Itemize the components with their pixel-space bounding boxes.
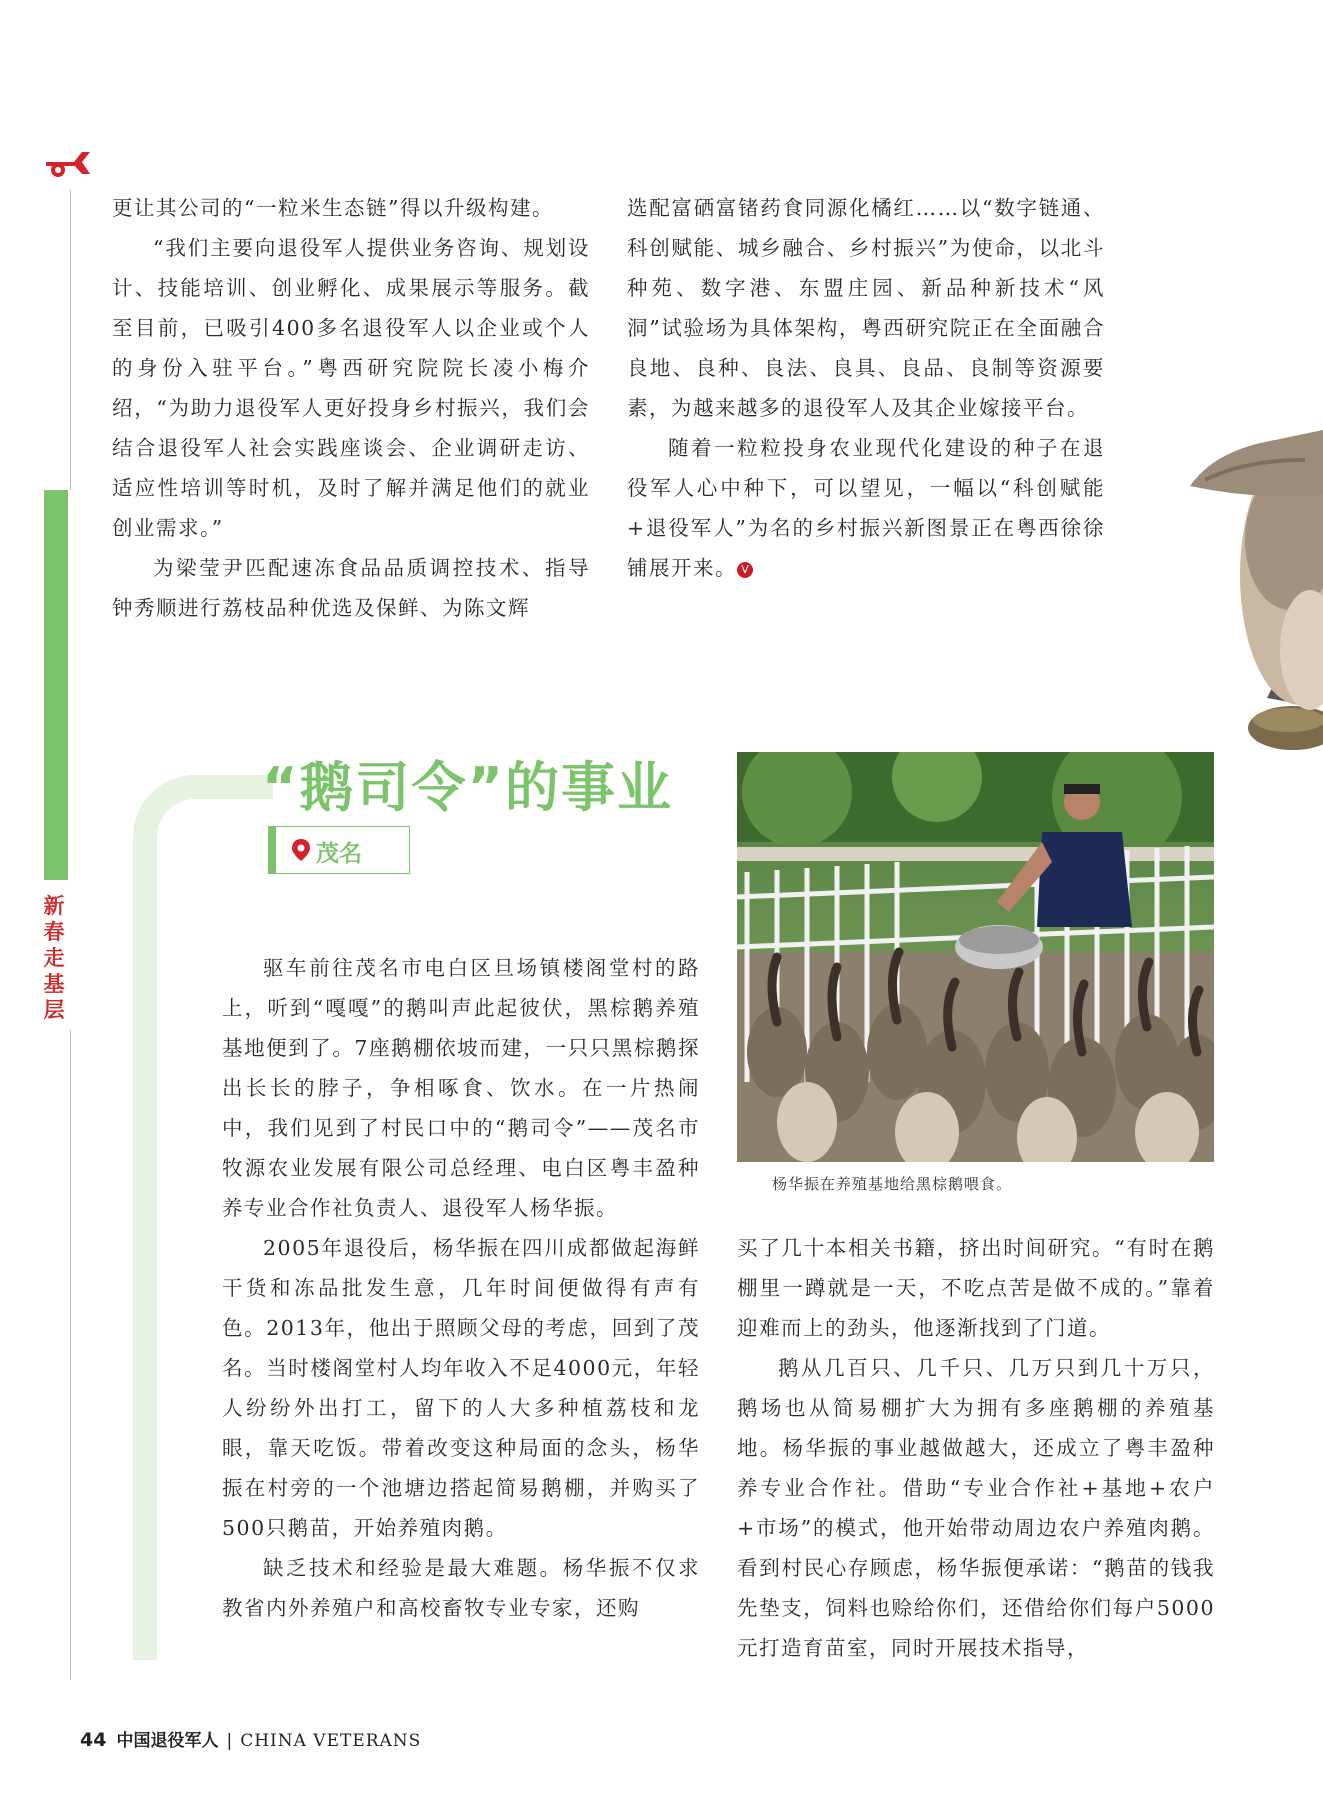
feature-column-left bbox=[222, 948, 700, 1628]
feature-photo bbox=[737, 752, 1214, 1162]
article-column-top-left bbox=[112, 188, 590, 628]
magazine-name-cn: 中国退役军人 bbox=[116, 1731, 219, 1751]
goose-figurine-image bbox=[1185, 420, 1323, 760]
paragraph: 2005年退役后，杨华振在四川成都做起海鲜干货和冻品批发生意，几年时间便做得有声有色。2013年，他出于照顾父母的考虑，回到了茂名。当时楼阁堂村人均年收入不足4000元，年轻人纷纷外出打工，留下的人大多种植荔枝和龙眼，靠天吃饭。带着改变这种局面的念头，杨华振在村旁的一个池塘边搭起简易鹅棚，并购买了500只鹅苗，开始养殖肉鹅。 bbox=[222, 1236, 700, 1540]
paragraph: 为梁莹尹匹配速冻食品品质调控技术、指导钟秀顺进行荔枝品种优选及保鲜、为陈文辉 bbox=[112, 556, 590, 620]
section-label: 新春走基层 bbox=[43, 894, 65, 1022]
paragraph-last bbox=[627, 428, 1105, 588]
location-pin-icon bbox=[290, 838, 312, 862]
margin-rule-top bbox=[70, 190, 71, 490]
paragraph: 买了几十本相关书籍，挤出时间研究。“有时在鹅棚里一蹲就是一天，不吃点苦是做不成的。”靠着迎难而上的劲头，他逐渐找到了门道。 bbox=[737, 1236, 1215, 1340]
location-name: 茂名 bbox=[316, 841, 362, 867]
end-mark-icon: V bbox=[737, 562, 753, 578]
feature-column-right bbox=[737, 1228, 1215, 1668]
article-title: “鹅司令”的事业 bbox=[262, 756, 673, 819]
article-column-top-right bbox=[627, 188, 1105, 588]
paragraph: 鹅从几百只、几千只、几万只到几十万只，鹅场也从简易棚扩大为拥有多座鹅棚的养殖基地。杨华振的事业越做越大，还成立了粤丰盈种养专业合作社。借助“专业合作社+基地+农户+市场”的模式，他开始带动周边农户养殖肉鹅。看到村民心存顾虑，杨华振便承诺：“鹅苗的钱我先垫支，饲料也赊给你们，还借给你们每户5000元打造育苗室，同时开展技术指导， bbox=[737, 1356, 1215, 1660]
footer-separator: | bbox=[226, 1731, 233, 1751]
photo-caption: 杨华振在养殖基地给黑棕鹅喂食。 bbox=[772, 1175, 1013, 1193]
location-tag bbox=[268, 826, 410, 874]
section-color-bar bbox=[44, 490, 68, 880]
paragraph: “我们主要向退役军人提供业务咨询、规划设计、技能培训、创业孵化、成果展示等服务。截至目前，已吸引400多名退役军人以企业或个人的身份入驻平台。”粤西研究院院长凌小梅介绍，“为助力退役军人更好投身乡村振兴，我们会结合退役军人社会实践座谈会、企业调研走访、适应性培训等时机，及时了解并满足他们的就业创业需求。” bbox=[112, 236, 590, 540]
paragraph: 更让其公司的“一粒米生态链”得以升级构建。 bbox=[112, 196, 554, 220]
paragraph: 选配富硒富锗药食同源化橘红……以“数字链通、科创赋能、城乡融合、乡村振兴”为使命，以北斗种苑、数字港、东盟庄园、新品种新技术“风洞”试验场为具体架构，粤西研究院正在全面融合良地、良种、良法、良具、良品、良制等资源要素，为越来越多的退役军人及其企业嫁接平台。 bbox=[627, 196, 1105, 420]
paragraph: 缺乏技术和经验是最大难题。杨华振不仅求教省内外养殖户和高校畜牧专业专家，还购 bbox=[222, 1556, 700, 1620]
paragraph-text: 随着一粒粒投身农业现代化建设的种子在退役军人心中种下，可以望见，一幅以“科创赋能+退役军人”为名的乡村振兴新图景正在粤西徐徐铺展开来。 bbox=[627, 436, 1105, 580]
page-number: 44 bbox=[80, 1729, 107, 1751]
margin-rule-bottom bbox=[70, 1030, 71, 1680]
magazine-name-en: CHINA VETERANS bbox=[240, 1731, 422, 1751]
magazine-logo bbox=[44, 148, 94, 182]
paragraph: 驱车前往茂名市电白区旦场镇楼阁堂村的路上，听到“嘎嘎”的鹅叫声此起彼伏，黑棕鹅养殖基地便到了。7座鹅棚依坡而建，一只只黑棕鹅探出长长的脖子，争相啄食、饮水。在一片热闹中，我们见到了村民口中的“鹅司令”——茂名市牧源农业发展有限公司总经理、电白区粤丰盈种养专业合作社负责人、退役军人杨华振。 bbox=[222, 956, 700, 1220]
page-footer bbox=[80, 1726, 421, 1751]
